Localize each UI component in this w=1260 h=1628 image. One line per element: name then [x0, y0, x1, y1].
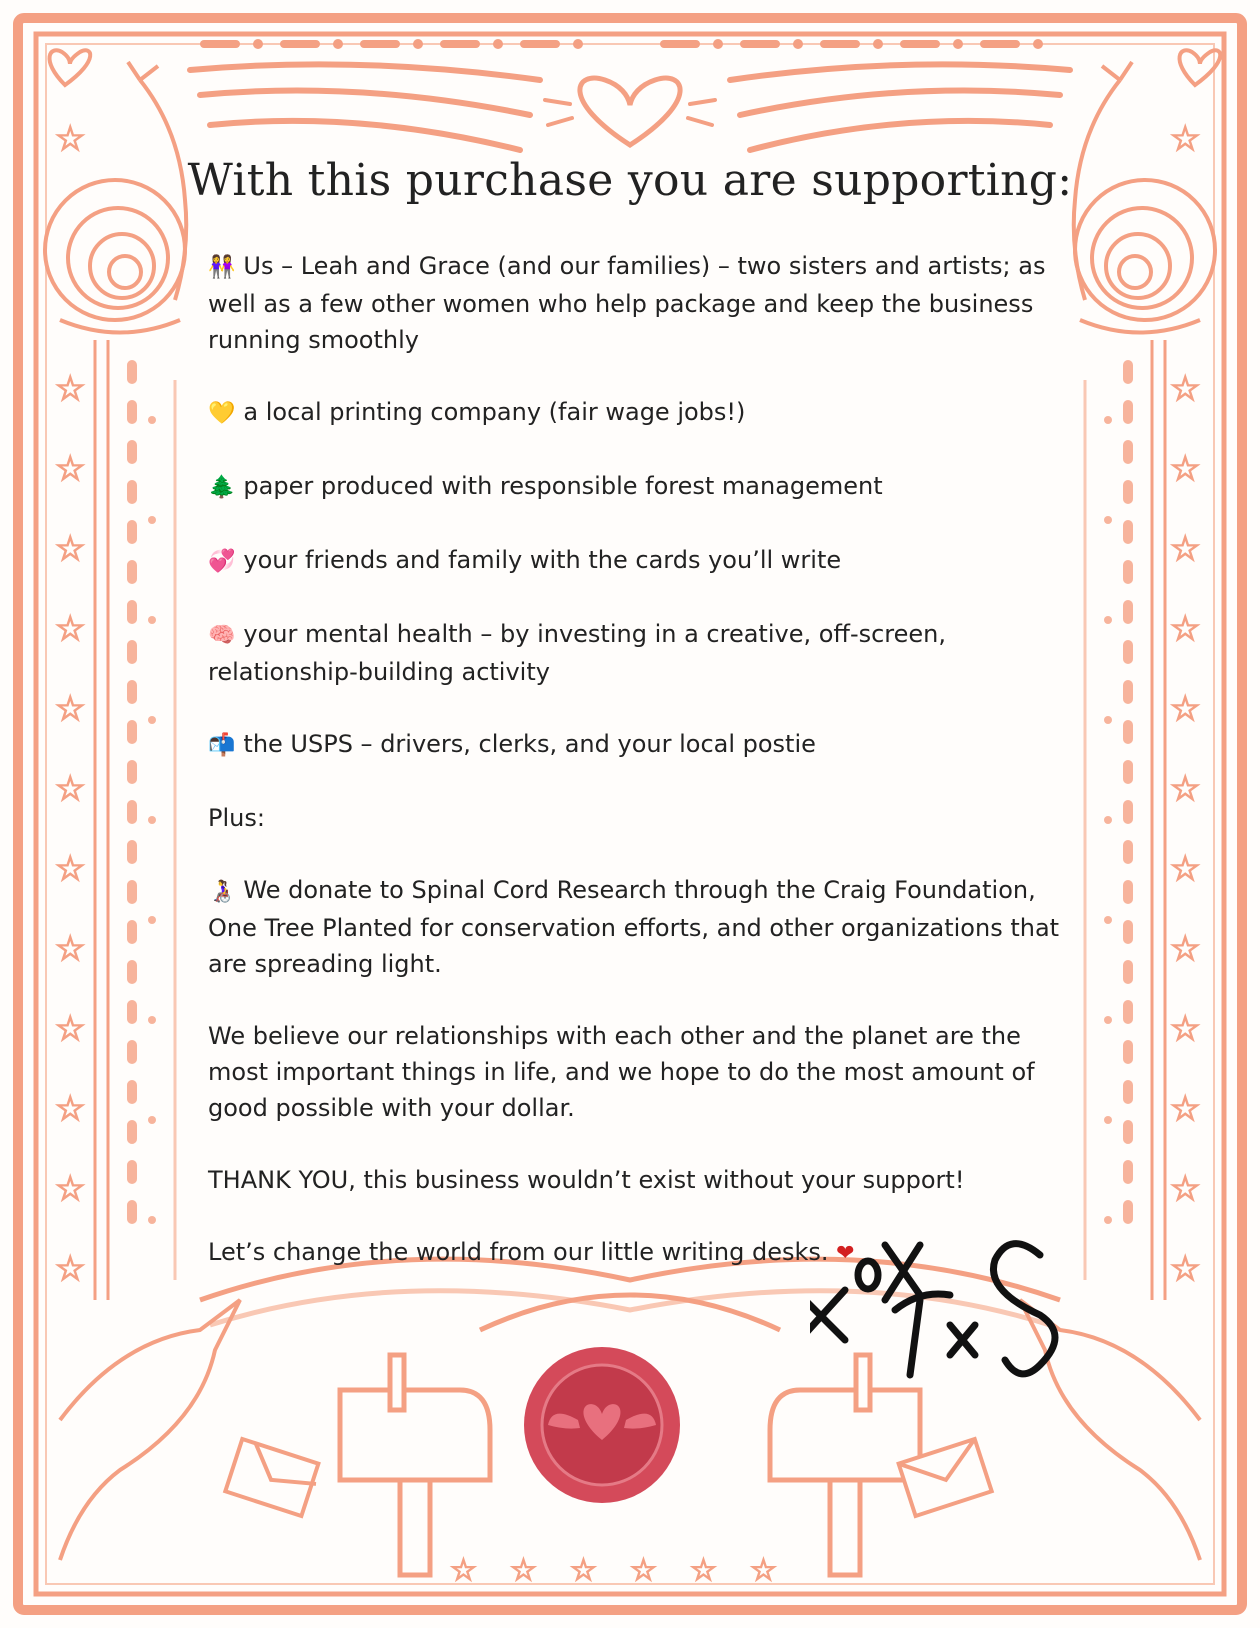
yellow-heart-icon: 💛 [208, 401, 236, 426]
list-item [208, 468, 1068, 506]
evergreen-tree-icon: 🌲 [208, 475, 236, 500]
item-text: paper produced with responsible forest management [243, 472, 883, 500]
item-text: your mental health – by investing in a creative, off-screen, relationship-building activity [208, 620, 947, 686]
belief-paragraph: We believe our relationships with each other and the planet are the most important things in life, and we hope to do the most amount of good possible with your dollar. [208, 1022, 1035, 1122]
item-text: the USPS – drivers, clerks, and your local postie [243, 730, 816, 758]
svg-text:☆: ☆ [1170, 689, 1201, 729]
svg-text:☆: ☆ [55, 849, 86, 889]
bottom-star-row [450, 1553, 777, 1588]
svg-text:☆: ☆ [690, 1553, 717, 1588]
svg-text:☆: ☆ [510, 1553, 537, 1588]
svg-text:☆: ☆ [1170, 1089, 1201, 1129]
page-title: With this purchase you are supporting: [187, 155, 1073, 206]
svg-text:☆: ☆ [55, 609, 86, 649]
list-item [208, 248, 1068, 358]
thanks-paragraph: THANK YOU, this business wouldn’t exist without your support! [208, 1166, 965, 1194]
svg-text:☆: ☆ [55, 769, 86, 809]
mailbox-left-icon [340, 1355, 490, 1575]
svg-text:☆: ☆ [1170, 1169, 1201, 1209]
mailbox-icon: 📬 [208, 733, 236, 758]
svg-text:☆: ☆ [55, 449, 86, 489]
handwritten-signature [810, 1235, 1090, 1445]
svg-text:☆: ☆ [55, 119, 86, 159]
item-text: a local printing company (fair wage jobs!) [243, 398, 746, 426]
svg-text:☆: ☆ [1170, 119, 1201, 159]
list-item [208, 542, 1068, 580]
svg-text:☆: ☆ [1170, 1249, 1201, 1289]
right-dash-column [1104, 360, 1133, 1224]
svg-text:☆: ☆ [1170, 449, 1201, 489]
item-text: Us – Leah and Grace (and our families) – two sisters and artists; as well as a few other women who help package and keep the business running smoothly [208, 252, 1046, 354]
corner-heart-icon [50, 50, 91, 85]
svg-text:☆: ☆ [1170, 929, 1201, 969]
donation-paragraph [208, 872, 1068, 982]
svg-text:☆: ☆ [1170, 369, 1201, 409]
svg-text:☆: ☆ [55, 929, 86, 969]
svg-text:☆: ☆ [570, 1553, 597, 1588]
top-heart-icon [580, 78, 680, 145]
family-icon: 👭 [208, 255, 236, 280]
svg-text:☆: ☆ [1170, 529, 1201, 569]
body-text [208, 248, 1068, 1308]
list-item [208, 616, 1068, 690]
brain-icon: 🧠 [208, 623, 236, 648]
svg-text:☆: ☆ [630, 1553, 657, 1588]
svg-text:☆: ☆ [1170, 1009, 1201, 1049]
svg-text:☆: ☆ [55, 1169, 86, 1209]
heart-with-ribbon-icon: 💞 [208, 549, 236, 574]
svg-text:☆: ☆ [55, 529, 86, 569]
wax-seal-icon [524, 1347, 680, 1503]
svg-text:☆: ☆ [55, 369, 86, 409]
closing-text: Let’s change the world from our little writing desks. [208, 1238, 829, 1266]
wheelchair-person-icon: 👩‍🦽 [208, 879, 236, 904]
svg-text:☆: ☆ [55, 1249, 86, 1289]
svg-text:☆: ☆ [450, 1553, 477, 1588]
top-wave-lines [190, 64, 1070, 150]
envelope-left-icon [225, 1439, 322, 1516]
list-item [208, 394, 1068, 432]
svg-text:☆: ☆ [55, 1009, 86, 1049]
red-heart-icon: ❤ [836, 1241, 855, 1266]
svg-text:☆: ☆ [1170, 769, 1201, 809]
svg-text:☆: ☆ [750, 1553, 777, 1588]
donation-text: We donate to Spinal Cord Research through the Craig Foundation, One Tree Planted for conservation efforts, and other organizations that are spreading light. [208, 876, 1060, 978]
svg-text:☆: ☆ [1170, 849, 1201, 889]
left-dash-column [127, 360, 156, 1224]
svg-text:☆: ☆ [55, 1089, 86, 1129]
svg-text:☆: ☆ [55, 689, 86, 729]
item-text: your friends and family with the cards you’ll write [243, 546, 842, 574]
plus-label: Plus: [208, 804, 265, 832]
svg-text:☆: ☆ [1170, 609, 1201, 649]
list-item [208, 726, 1068, 764]
